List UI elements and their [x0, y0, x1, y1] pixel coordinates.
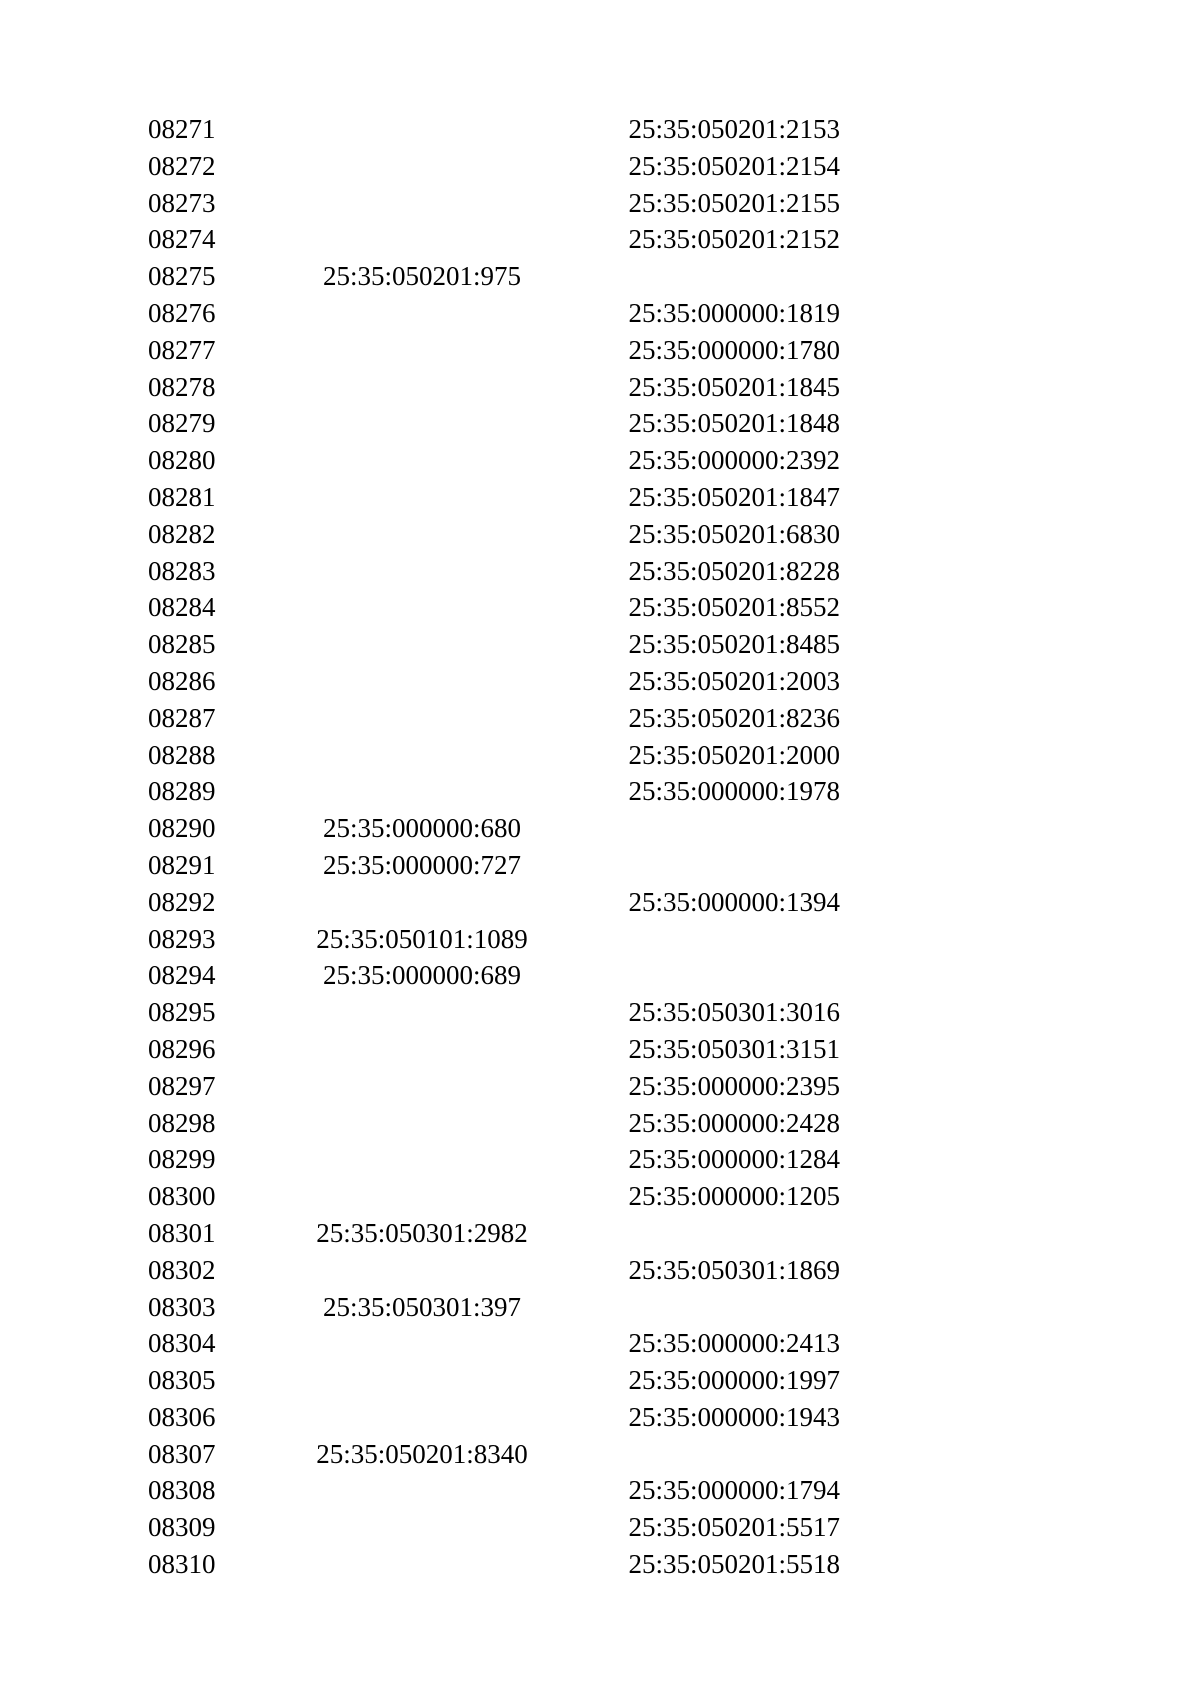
table-row [148, 1362, 840, 1399]
cadastral-number-cell: 25:35:000000:689 [322, 960, 521, 991]
cadastral-number-cell [296, 1546, 548, 1583]
cadastral-number-cell [548, 847, 840, 884]
row-number: 08292 [148, 886, 216, 917]
table-row [148, 957, 840, 994]
cadastral-number-cell: 25:35:050201:1848 [628, 408, 840, 439]
table-row [148, 258, 840, 295]
cadastral-number-cell: 25:35:000000:2392 [628, 445, 840, 476]
cadastral-number-cell: 25:35:050201:2154 [628, 150, 840, 181]
table-row [148, 700, 840, 737]
cadastral-number-cell [548, 1289, 840, 1326]
cadastral-number-cell [296, 1105, 548, 1142]
row-number: 08289 [148, 776, 216, 807]
row-number: 08275 [148, 261, 216, 292]
cadastral-number-cell [296, 405, 548, 442]
cadastral-number-cell [296, 1141, 548, 1178]
cadastral-number-cell [296, 332, 548, 369]
table-body [148, 111, 840, 1583]
cadastral-number-cell [296, 626, 548, 663]
cadastral-number-table [148, 111, 840, 1583]
table-row [148, 1178, 840, 1215]
cadastral-number-cell: 25:35:000000:1794 [628, 1475, 840, 1506]
table-row [148, 847, 840, 884]
table-row [148, 1289, 840, 1326]
cadastral-number-cell: 25:35:050301:2982 [316, 1217, 528, 1248]
table-row [148, 810, 840, 847]
cadastral-number-cell [296, 589, 548, 626]
cadastral-number-cell [296, 185, 548, 222]
row-number: 08298 [148, 1107, 216, 1138]
table-row [148, 1031, 840, 1068]
cadastral-number-cell: 25:35:000000:1997 [628, 1365, 840, 1396]
table-row [148, 1068, 840, 1105]
cadastral-number-cell [296, 884, 548, 921]
cadastral-number-cell [296, 148, 548, 185]
table-row [148, 148, 840, 185]
cadastral-number-cell [296, 369, 548, 406]
row-number: 08287 [148, 702, 216, 733]
row-number: 08284 [148, 592, 216, 623]
row-number: 08304 [148, 1328, 216, 1359]
cadastral-number-cell [296, 994, 548, 1031]
cadastral-number-cell [296, 663, 548, 700]
row-number: 08309 [148, 1512, 216, 1543]
cadastral-number-cell: 25:35:050201:2000 [628, 739, 840, 770]
table-row [148, 737, 840, 774]
row-number: 08290 [148, 813, 216, 844]
cadastral-number-cell [548, 921, 840, 958]
cadastral-number-cell [296, 737, 548, 774]
table-row [148, 1141, 840, 1178]
row-number: 08297 [148, 1070, 216, 1101]
row-number: 08272 [148, 150, 216, 181]
cadastral-number-cell [296, 1252, 548, 1289]
cadastral-number-cell [296, 1362, 548, 1399]
row-number: 08281 [148, 481, 216, 512]
table-row [148, 1509, 840, 1546]
cadastral-number-cell: 25:35:050201:5517 [628, 1512, 840, 1543]
row-number: 08274 [148, 224, 216, 255]
row-number: 08301 [148, 1217, 216, 1248]
table-row [148, 405, 840, 442]
cadastral-number-cell: 25:35:050201:5518 [628, 1549, 840, 1580]
cadastral-number-cell: 25:35:050201:2153 [628, 114, 840, 144]
table-row [148, 185, 840, 222]
table-row [148, 663, 840, 700]
cadastral-number-cell: 25:35:050301:3016 [628, 997, 840, 1028]
row-number: 08296 [148, 1033, 216, 1064]
cadastral-number-cell [548, 957, 840, 994]
cadastral-number-cell [296, 111, 548, 148]
table-row [148, 921, 840, 958]
cadastral-number-cell: 25:35:050201:1845 [628, 371, 840, 402]
cadastral-number-cell [296, 295, 548, 332]
row-number: 08276 [148, 297, 216, 328]
cadastral-number-cell [548, 1215, 840, 1252]
table-row [148, 295, 840, 332]
cadastral-number-cell: 25:35:050201:8228 [628, 555, 840, 586]
row-number: 08307 [148, 1438, 216, 1469]
cadastral-number-cell: 25:35:050201:8236 [628, 702, 840, 733]
row-number: 08295 [148, 997, 216, 1028]
row-number: 08291 [148, 849, 216, 880]
cadastral-number-cell: 25:35:050301:1869 [628, 1254, 840, 1285]
cadastral-number-cell [296, 1509, 548, 1546]
row-number: 08286 [148, 665, 216, 696]
cadastral-number-cell: 25:35:000000:1780 [628, 334, 840, 365]
cadastral-number-cell: 25:35:050201:975 [322, 261, 521, 292]
cadastral-number-cell [296, 1399, 548, 1436]
cadastral-number-cell: 25:35:050201:8340 [316, 1438, 528, 1469]
cadastral-number-cell: 25:35:000000:1394 [628, 886, 840, 917]
cadastral-number-cell [296, 1068, 548, 1105]
row-number: 08283 [148, 555, 216, 586]
table-row [148, 589, 840, 626]
table-row [148, 1436, 840, 1473]
table-row [148, 479, 840, 516]
row-number: 08293 [148, 923, 216, 954]
row-number: 08285 [148, 629, 216, 660]
cadastral-number-cell [296, 442, 548, 479]
cadastral-number-cell: 25:35:000000:727 [322, 849, 521, 880]
table-row [148, 221, 840, 258]
row-number: 08308 [148, 1475, 216, 1506]
cadastral-number-cell: 25:35:050301:3151 [628, 1033, 840, 1064]
cadastral-number-cell [548, 810, 840, 847]
cadastral-number-cell: 25:35:000000:1978 [628, 776, 840, 807]
table-row [148, 1399, 840, 1436]
cadastral-number-cell [296, 479, 548, 516]
row-number: 08306 [148, 1401, 216, 1432]
cadastral-number-cell: 25:35:050201:2003 [628, 665, 840, 696]
table-row [148, 369, 840, 406]
table-row [148, 773, 840, 810]
row-number: 08294 [148, 960, 216, 991]
cadastral-number-cell: 25:35:000000:680 [322, 813, 521, 844]
row-number: 08273 [148, 187, 216, 218]
cadastral-number-cell [296, 553, 548, 590]
table-row [148, 1105, 840, 1142]
cadastral-number-cell [296, 700, 548, 737]
cadastral-number-cell: 25:35:050201:2155 [628, 187, 840, 218]
cadastral-number-cell: 25:35:000000:2413 [628, 1328, 840, 1359]
table-row [148, 1215, 840, 1252]
table-row [148, 626, 840, 663]
cadastral-number-cell: 25:35:050201:8485 [628, 629, 840, 660]
table-row [148, 1546, 840, 1583]
row-number: 08277 [148, 334, 216, 365]
row-number: 08299 [148, 1144, 216, 1175]
cadastral-number-cell [296, 1472, 548, 1509]
row-number: 08303 [148, 1291, 216, 1322]
row-number: 08278 [148, 371, 216, 402]
cadastral-number-cell: 25:35:000000:1205 [628, 1181, 840, 1212]
table-row [148, 1252, 840, 1289]
cadastral-number-cell: 25:35:050301:397 [322, 1291, 521, 1322]
cadastral-number-cell: 25:35:000000:1819 [628, 297, 840, 328]
row-number: 08279 [148, 408, 216, 439]
table-row [148, 332, 840, 369]
row-number: 08280 [148, 445, 216, 476]
row-number: 08310 [148, 1549, 216, 1580]
cadastral-number-cell: 25:35:050101:1089 [316, 923, 528, 954]
row-number: 08288 [148, 739, 216, 770]
cadastral-number-cell [296, 1178, 548, 1215]
cadastral-number-cell [296, 773, 548, 810]
cadastral-number-cell: 25:35:050201:8552 [628, 592, 840, 623]
cadastral-number-cell: 25:35:000000:1284 [628, 1144, 840, 1175]
table-row [148, 1472, 840, 1509]
table-row [148, 553, 840, 590]
row-number: 08300 [148, 1181, 216, 1212]
cadastral-number-cell: 25:35:000000:2395 [628, 1070, 840, 1101]
table-row [148, 994, 840, 1031]
cadastral-number-cell [296, 221, 548, 258]
table-row [148, 884, 840, 921]
cadastral-number-cell [296, 516, 548, 553]
cadastral-number-cell: 25:35:050201:6830 [628, 518, 840, 549]
table-row [148, 1325, 840, 1362]
cadastral-number-cell [296, 1325, 548, 1362]
cadastral-number-cell: 25:35:050201:1847 [628, 481, 840, 512]
cadastral-number-cell: 25:35:050201:2152 [628, 224, 840, 255]
cadastral-number-cell [548, 1436, 840, 1473]
cadastral-number-cell [296, 1031, 548, 1068]
cadastral-number-cell: 25:35:000000:2428 [628, 1107, 840, 1138]
table-row [148, 111, 840, 148]
table-row [148, 442, 840, 479]
row-number: 08282 [148, 518, 216, 549]
row-number: 08305 [148, 1365, 216, 1396]
row-number: 08271 [148, 114, 216, 144]
table-row [148, 516, 840, 553]
row-number: 08302 [148, 1254, 216, 1285]
cadastral-number-cell [548, 258, 840, 295]
cadastral-number-cell: 25:35:000000:1943 [628, 1401, 840, 1432]
